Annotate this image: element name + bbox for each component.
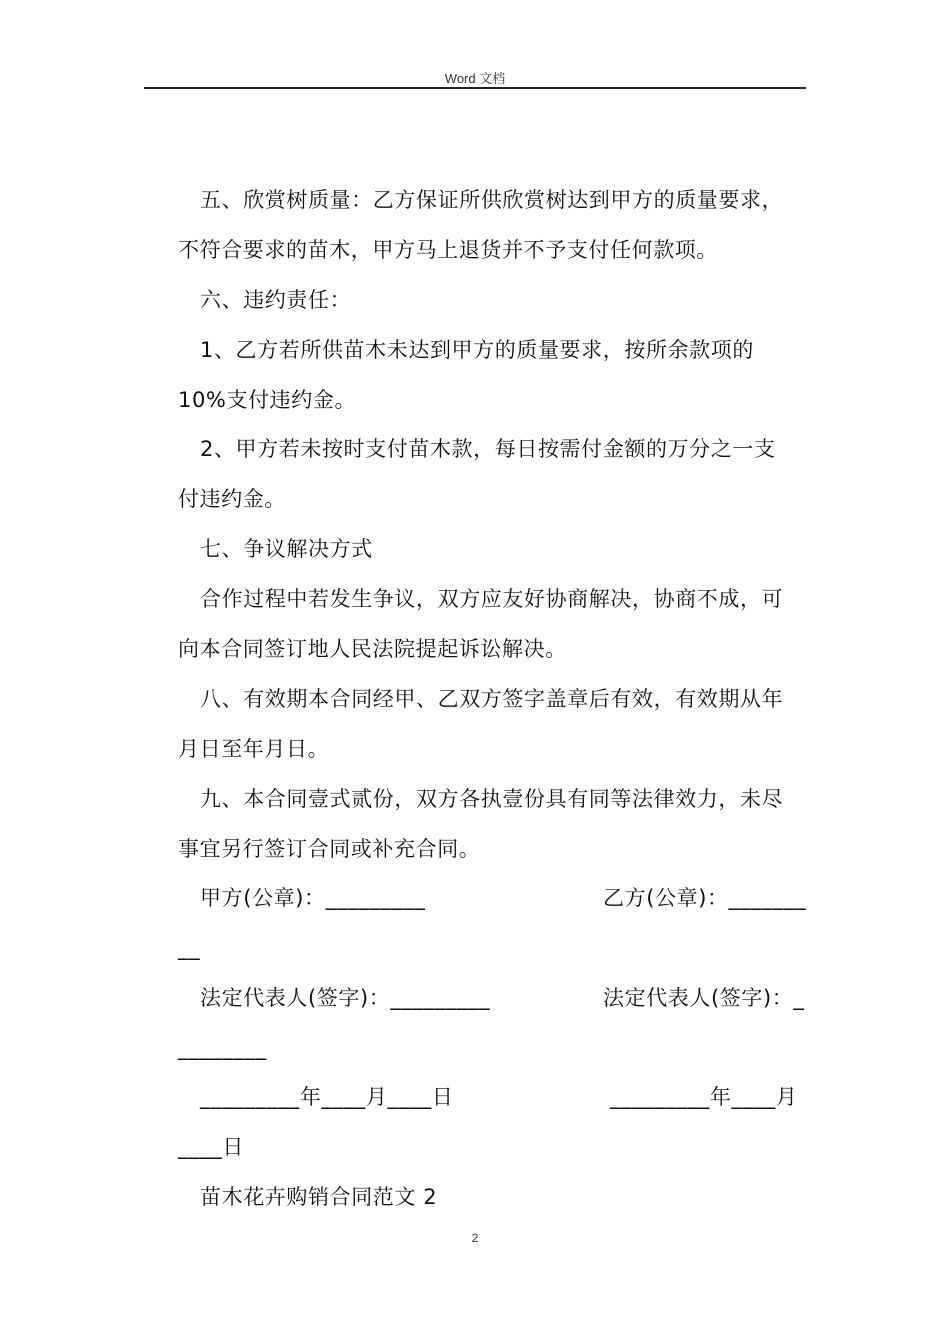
paragraph-line: 1、乙方若所供苗木未达到甲方的质量要求，按所余款项的	[200, 338, 754, 362]
party-b-date: _________年____月	[610, 1085, 798, 1109]
paragraph-line: 10%支付违约金。	[178, 388, 357, 412]
paragraph-line: 七、争议解决方式	[200, 537, 373, 561]
paragraph-line: 五、欣赏树质量：乙方保证所供欣赏树达到甲方的质量要求，	[200, 188, 784, 212]
party-a-seal: 甲方(公章)：_________	[200, 886, 426, 910]
page-number: 2	[471, 1231, 479, 1245]
party-a-representative: 法定代表人(签字)：_________	[200, 986, 491, 1010]
paragraph-line: 2、甲方若未按时支付苗木款，每日按需付金额的万分之一支	[200, 437, 776, 461]
next-section-title: 苗木花卉购销合同范文 2	[200, 1185, 438, 1209]
party-a-date: _________年____月____日	[200, 1085, 454, 1109]
paragraph-line: 不符合要求的苗木，甲方马上退货并不予支付任何款项。	[178, 238, 718, 262]
page-header: Word 文档	[444, 71, 506, 86]
paragraph-line: 合作过程中若发生争议，双方应友好协商解决，协商不成，可	[200, 587, 784, 611]
paragraph-line: 事宜另行签订合同或补充合同。	[178, 837, 481, 861]
paragraph-line: 向本合同签订地人民法院提起诉讼解决。	[178, 637, 567, 661]
party-b-representative-continued: ________	[178, 1036, 267, 1060]
party-b-date-continued: ____日	[178, 1135, 244, 1159]
party-b-seal: 乙方(公章)：_______	[603, 886, 807, 910]
party-b-representative: 法定代表人(签字)：_	[603, 986, 805, 1010]
paragraph-line: 八、有效期本合同经甲、乙双方签字盖章后有效，有效期从年	[200, 687, 784, 711]
paragraph-line: 付违约金。	[178, 487, 286, 511]
party-b-seal-continued: __	[178, 936, 201, 960]
paragraph-line: 九、本合同壹式贰份，双方各执壹份具有同等法律效力，未尽	[200, 787, 784, 811]
paragraph-line: 六、违约责任：	[200, 288, 352, 312]
paragraph-line: 月日至年月日。	[178, 737, 330, 761]
